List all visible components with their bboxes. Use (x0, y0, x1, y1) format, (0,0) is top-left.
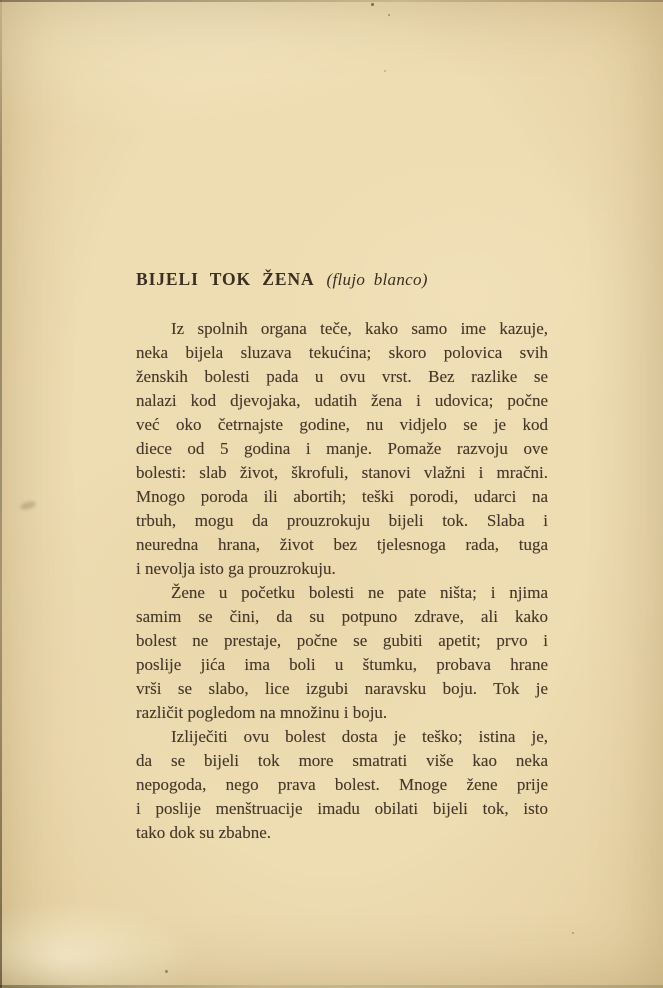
paper-speck (572, 932, 574, 934)
text-line: već oko četrnajste godine, nu vidjelo se je kod (136, 415, 548, 434)
text-line: bolesti: slab život, škrofuli, stanovi vlažni i mračni. (136, 463, 548, 482)
scan-edge-left (0, 0, 2, 988)
text-line: trbuh, mogu da prouzrokuju bijeli tok. Slaba i (136, 511, 548, 530)
text-line: Iz spolnih organa teče, kako samo ime kazuje, (171, 319, 548, 338)
text-line: neka bijela sluzava tekućina; skoro polovica svih (136, 343, 548, 362)
text-line: da se bijeli tok more smatrati više kao neka (136, 751, 548, 770)
title-annotation: (flujo blanco) (326, 270, 428, 289)
text-line: nalazi kod djevojaka, udatih žena i udovica; počne (136, 391, 548, 410)
text-line: neuredna hrana, život bez tjelesnoga rada, tuga (136, 535, 548, 554)
text-line: i poslije menštruacije imadu obilati bijeli tok, isto (136, 799, 548, 818)
text-line: Žene u početku bolesti ne pate ništa; i njima (171, 583, 548, 602)
text-line: tako dok su zbabne. (136, 823, 272, 842)
title-main: BIJELI TOK ŽENA (136, 269, 315, 289)
text-line: vrši se slabo, lice izgubi naravsku boju. Tok je (136, 679, 548, 698)
text-line: nepogoda, nego prava bolest. Mnoge žene prije (136, 775, 548, 794)
text-line: diece od 5 godina i manje. Pomaže razvoju ove (136, 439, 548, 458)
text-line: bolest ne prestaje, počne se gubiti apetit; prvo i (136, 631, 548, 650)
text-line: Izliječiti ovu bolest dosta je teško; istina je, (171, 727, 548, 746)
text-line: poslije jića ima boli u štumku, probava hrane (136, 655, 548, 674)
paper-smudge (19, 500, 36, 511)
text-line: ženskih bolesti pada u ovu vrst. Bez razlike se (136, 367, 548, 386)
paper-speck (371, 3, 374, 6)
paper-speck (384, 70, 386, 72)
paper-speck (165, 970, 168, 973)
text-line: Mnogo poroda ili abortih; teški porodi, udarci na (136, 487, 548, 506)
page-title (136, 266, 548, 292)
paper-speck (388, 14, 390, 16)
scan-edge-top (0, 0, 663, 2)
text-line: različit pogledom na množinu i boju. (136, 703, 388, 722)
text-line: samim se čini, da su potpuno zdrave, ali kako (136, 607, 548, 626)
body-text (136, 317, 548, 845)
text-line: i nevolja isto ga prouzrokuju. (136, 559, 336, 578)
